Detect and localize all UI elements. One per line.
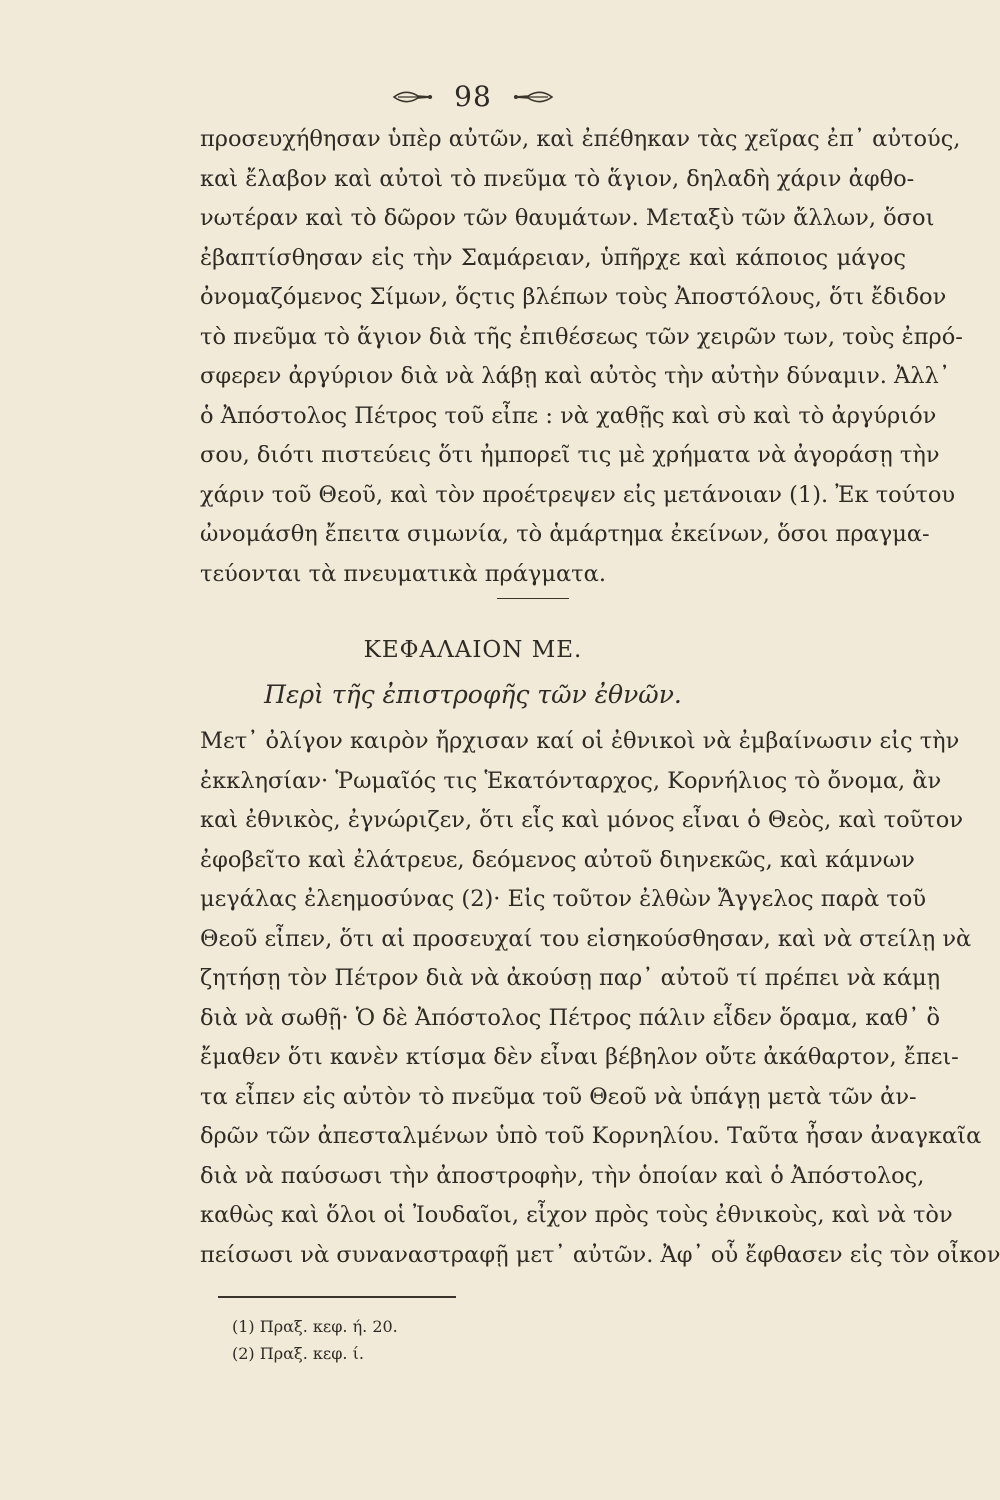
text-line: καὶ ἐθνικὸς, ἐγνώριζεν, ὅτι εἷς καὶ μόνος εἶναι ὁ Θεὸς, καὶ τοῦτον (200, 807, 964, 833)
footnotes (232, 1313, 398, 1367)
chapter-subtitle: Περὶ τῆς ἐπιστροφῆς τῶν ἐθνῶν. (264, 680, 682, 709)
text-line: ἐκκλησίαν· Ῥωμαῖός τις Ἑκατόνταρχος, Κορνήλιος τὸ ὄνομα, ἂν (200, 767, 942, 794)
chapter-title: ΚΕΦΑΛΑΙΟΝ ΜΕ. (363, 637, 583, 663)
text-line: σου, διότι πιστεύεις ὅτι ἠμπορεῖ τις μὲ χρήματα νὰ ἀγοράσῃ τὴν (200, 442, 940, 468)
text-line: μεγάλας ἐλεημοσύνας (2)· Εἰς τοῦτον ἐλθὼν Ἄγγελος παρὰ τοῦ (200, 886, 927, 912)
footnote: (2) Πραξ. κεφ. ί. (232, 1344, 364, 1363)
text-line: χάριν τοῦ Θεοῦ, καὶ τὸν προέτρεψεν εἰς μετάνοιαν (1). Ἐκ τούτου (200, 481, 956, 508)
page-header (0, 78, 946, 113)
text-line: τὸ πνεῦμα τὸ ἅγιον διὰ τῆς ἐπιθέσεως τῶν χειρῶν των, τοὺς ἐπρό- (200, 323, 963, 350)
text-line: τεύονται τὰ πνευματικὰ πράγματα. (200, 560, 606, 587)
text-line: διὰ νὰ παύσωσι τὴν ἀποστροφὴν, τὴν ὁποίαν καὶ ὁ Ἀπόστολος, (200, 1162, 925, 1189)
text-line: Μετ᾽ ὀλίγον καιρὸν ἤρχισαν καί οἱ ἐθνικοὶ νὰ ἐμβαίνωσιν εἰς τὴν (200, 728, 960, 754)
text-line: διὰ νὰ σωθῇ· Ὁ δὲ Ἀπόστολος Πέτρος πάλιν εἶδεν ὅραμα, καθ᾽ ὃ (200, 1004, 941, 1031)
text-line: ζητήσῃ τὸν Πέτρον διὰ νὰ ἀκούσῃ παρ᾽ αὐτοῦ τί πρέπει νὰ κάμῃ (200, 965, 941, 991)
text-line: δρῶν τῶν ἀπεσταλμένων ὑπὸ τοῦ Κορνηλίου. Ταῦτα ἦσαν ἀναγκαῖα (200, 1123, 982, 1149)
right-ornament-icon (512, 89, 554, 105)
text-line: ἔμαθεν ὅτι κανὲν κτίσμα δὲν εἶναι βέβηλον οὔτε ἀκάθαρτον, ἔπει- (200, 1044, 959, 1070)
footnote-rule (218, 1296, 456, 1298)
paragraph-chapter (200, 722, 1000, 1275)
page-number: 98 (454, 80, 492, 113)
text-line: πείσωσι νὰ συναναστραφῇ μετ᾽ αὐτῶν. Ἀφ᾽ οὗ ἔφθασεν εἰς τὸν οἶκον (200, 1241, 1000, 1268)
text-line: ὁ Ἀπόστολος Πέτρος τοῦ εἶπε : νὰ χαθῇς καὶ σὺ καὶ τὸ ἀργύριόν (200, 402, 937, 429)
text-line: τα εἶπεν εἰς αὐτὸν τὸ πνεῦμα τοῦ Θεοῦ νὰ ὑπάγῃ μετὰ τῶν ἀν- (200, 1083, 917, 1110)
footnote: (1) Πραξ. κεφ. ή. 20. (232, 1317, 398, 1336)
text-line: καὶ ἔλαβον καὶ αὐτοὶ τὸ πνεῦμα τὸ ἅγιον, δηλαδὴ χάριν ἀφθο- (200, 165, 915, 192)
section-divider (497, 598, 569, 599)
text-line: ὠνομάσθη ἔπειτα σιμωνία, τὸ ἁμάρτημα ἐκείνων, ὅσοι πραγμα- (200, 521, 930, 547)
text-line: ἐφοβεῖτο καὶ ἐλάτρευε, δεόμενος αὐτοῦ διηνεκῶς, καὶ κάμνων (200, 846, 915, 873)
left-ornament-icon (392, 89, 434, 105)
paragraph-top (200, 120, 963, 594)
text-line: νωτέραν καὶ τὸ δῶρον τῶν θαυμάτων. Μεταξὺ τῶν ἄλλων, ὅσοι (200, 205, 935, 231)
text-line: Θεοῦ εἶπεν, ὅτι αἱ προσευχαί του εἰσηκούσθησαν, καὶ νὰ στείλῃ νὰ (200, 925, 972, 952)
text-line: καθὼς καὶ ὅλοι οἱ Ἰουδαῖοι, εἶχον πρὸς τοὺς ἐθνικοὺς, καὶ νὰ τὸν (200, 1202, 953, 1228)
text-line: ὀνομαζόμενος Σίμων, ὅςτις βλέπων τοὺς Ἀποστόλους, ὅτι ἔδιδον (200, 284, 947, 310)
text-line: προσευχήθησαν ὑπὲρ αὐτῶν, καὶ ἐπέθηκαν τὰς χεῖρας ἐπ᾽ αὐτούς, (200, 126, 961, 152)
text-line: ἐβαπτίσθησαν εἰς τὴν Σαμάρειαν, ὑπῆρχε καὶ κάποιος μάγος (200, 244, 906, 271)
text-line: σφερεν ἀργύριον διὰ νὰ λάβῃ καὶ αὐτὸς τὴν αὐτὴν δύναμιν. Ἀλλ᾽ (200, 363, 951, 389)
